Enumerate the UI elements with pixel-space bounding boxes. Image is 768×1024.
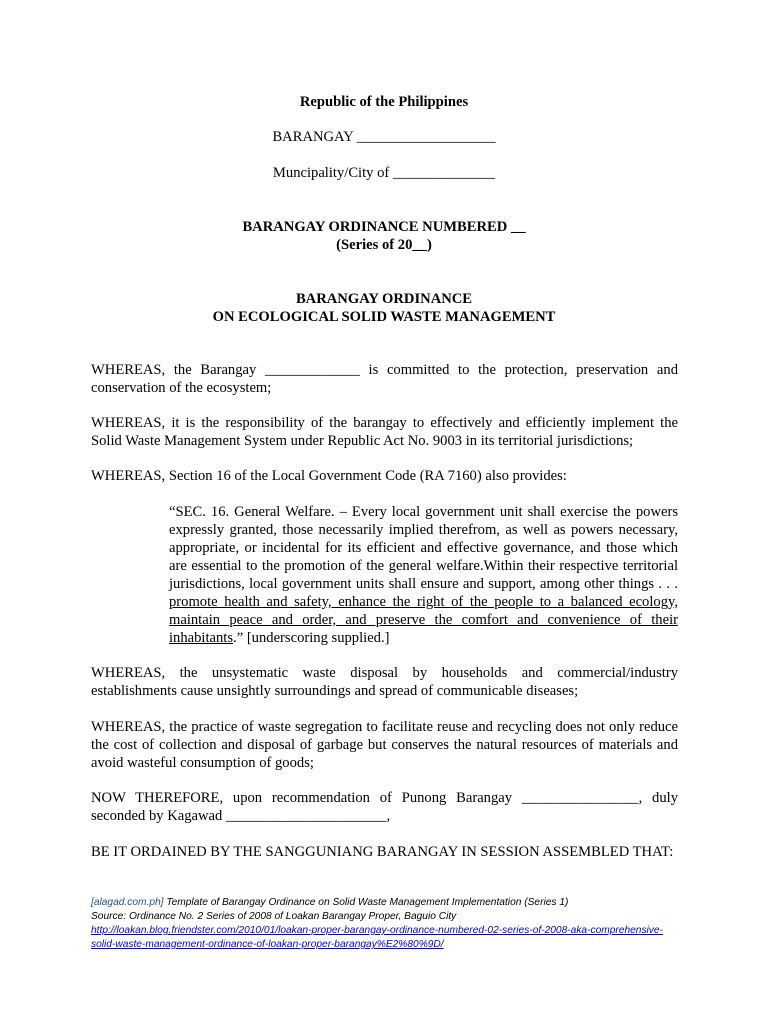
- whereas-responsibility: WHEREAS, it is the responsibility of the barangay to effectively and efficiently implement the Solid Waste Management System under Republic Act No. 9003 in its territorial jurisdictions;: [91, 415, 678, 449]
- quote-text: “SEC. 16. General Welfare. – Every local government unit shall exercise the powers expressly granted, those necessarily implied therefrom, as well as powers necessary, appropriate, or incidental for its efficient and effective governance, and those which are essential to the promotion of the general welfare.Within their respective territorial jurisdictions, local government units shall ensure and support, among other things . . .: [169, 504, 678, 592]
- footer-tag: [alagad.com.ph]: [91, 897, 164, 908]
- footer-template-note: [91, 896, 731, 910]
- ordinance-series: (Series of 20__): [336, 237, 432, 253]
- republic-heading: Republic of the Philippines: [299, 94, 469, 110]
- footer-template-text: Template of Barangay Ordinance on Solid Waste Management Implementation (Series 1): [163, 897, 569, 908]
- ordinance-number: BARANGAY ORDINANCE NUMBERED __: [242, 219, 526, 235]
- be-it-ordained: BE IT ORDAINED BY THE SANGGUNIANG BARANGAY IN SESSION ASSEMBLED THAT:: [91, 844, 674, 860]
- whereas-ecosystem: WHEREAS, the Barangay _____________ is committed to the protection, preservation and conservation of the ecosystem;: [91, 362, 678, 396]
- footer-url-line2[interactable]: solid-waste-management-ordinance-of-loakan-proper-barangay%E2%80%9D/: [91, 939, 444, 950]
- whereas-waste-disposal: WHEREAS, the unsystematic waste disposal by households and commercial/industry establishments cause unsightly surroundings and spread of communicable diseases;: [91, 665, 678, 699]
- quote-end-text: .” [underscoring supplied.]: [233, 630, 390, 646]
- ordinance-title-line1: BARANGAY ORDINANCE: [295, 291, 473, 307]
- quote-underlined-text: promote health and safety, enhance the right of the people to a balanced ecology, maintain peace and order, and preserve the comfort and convenience of their inhabitants: [169, 594, 678, 646]
- barangay-line: BARANGAY ___________________: [272, 129, 496, 145]
- sec16-quote: [169, 503, 678, 647]
- ordinance-title-line2: ON ECOLOGICAL SOLID WASTE MANAGEMENT: [212, 309, 556, 325]
- footer-source: Source: Ordinance No. 2 Series of 2008 of Loakan Barangay Proper, Baguio City: [91, 911, 457, 922]
- whereas-section16: WHEREAS, Section 16 of the Local Government Code (RA 7160) also provides:: [91, 468, 567, 484]
- whereas-segregation: WHEREAS, the practice of waste segregation to facilitate reuse and recycling does not only reduce the cost of collection and disposal of garbage but conserves the natural resources of materials and avoid wasteful consumption of goods;: [91, 719, 678, 771]
- now-therefore: NOW THEREFORE, upon recommendation of Punong Barangay ________________, duly seconded by Kagawad ______________________,: [91, 790, 678, 824]
- footer-url-line1[interactable]: http://loakan.blog.friendster.com/2010/01/loakan-proper-barangay-ordinance-numbered-02-series-of-2008-aka-comprehensive-: [91, 925, 663, 936]
- municipality-line: Muncipality/City of ______________: [272, 165, 496, 181]
